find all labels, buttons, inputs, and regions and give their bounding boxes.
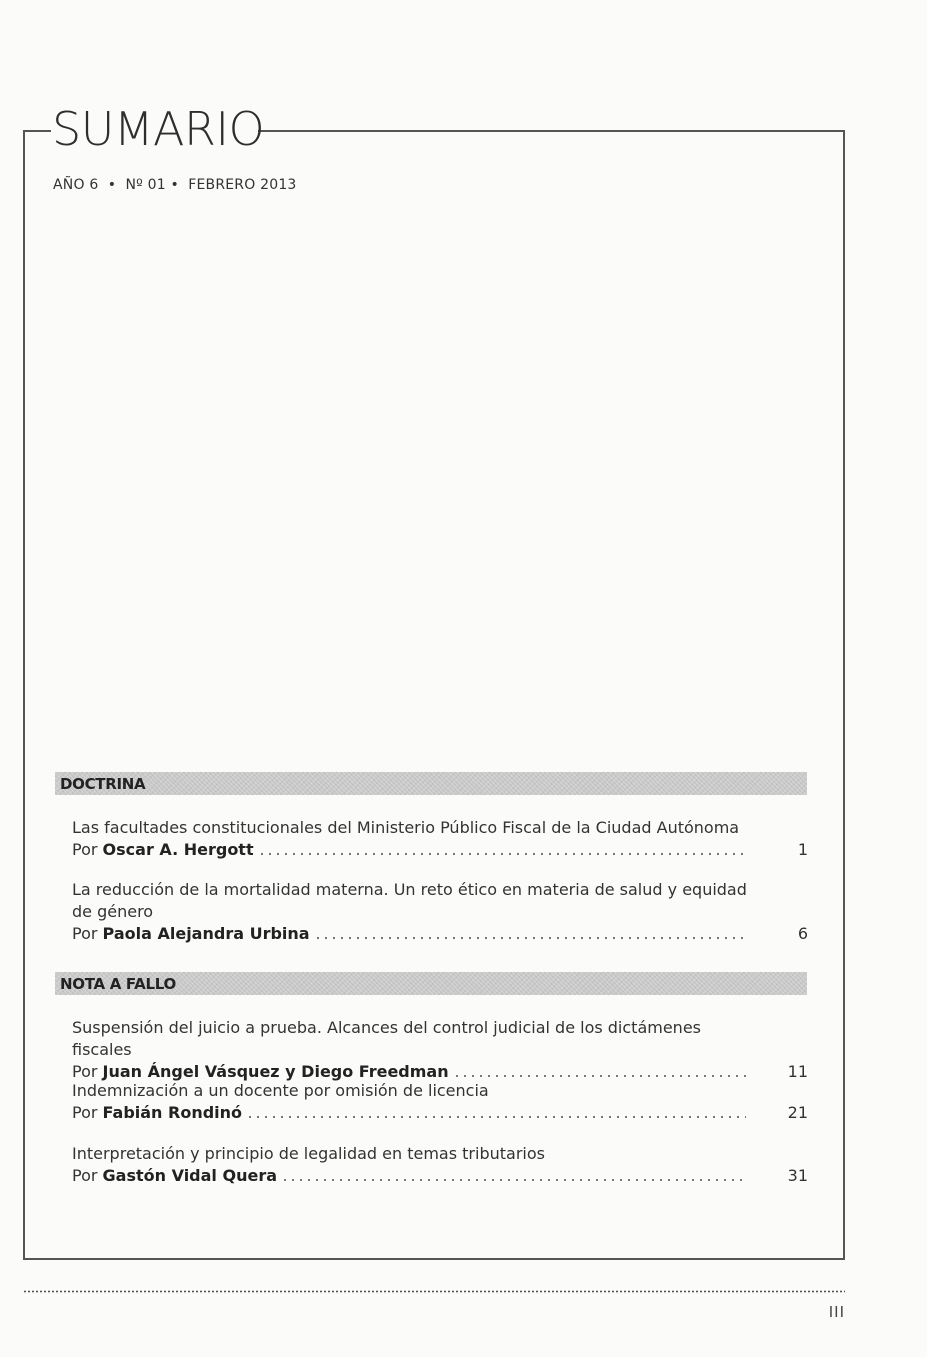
entry-page-number: 11: [787, 1062, 808, 1081]
toc-entry[interactable]: [72, 879, 808, 945]
by-label: Por: [72, 924, 103, 943]
dot-leader: [281, 1178, 746, 1182]
issue-line: AÑO 6 • Nº 01 • FEBRERO 2013: [53, 177, 297, 193]
toc-entry[interactable]: [72, 1080, 808, 1124]
entry-page-number: 31: [787, 1166, 808, 1185]
page-title: SUMARIO: [52, 102, 265, 156]
entry-byline: [72, 1165, 808, 1187]
entry-page-number: 1: [797, 840, 808, 859]
entry-title: La reducción de la mortalidad materna. Un reto ético en materia de salud y equidad de género: [72, 880, 747, 921]
entry-author: Paola Alejandra Urbina: [102, 924, 310, 943]
entry-author: Fabián Rondinó: [102, 1103, 243, 1122]
dot-leader: [246, 1115, 746, 1119]
entry-title: Suspensión del juicio a prueba. Alcances del control judicial de los dictámenes fiscales: [72, 1018, 701, 1059]
by-label: Por: [72, 1062, 103, 1081]
toc-entry[interactable]: [72, 1143, 808, 1187]
dot-leader: [453, 1074, 746, 1078]
entry-author: Oscar A. Hergott: [102, 840, 254, 859]
entry-title: Las facultades constitucionales del Ministerio Público Fiscal de la Ciudad Autónoma: [72, 818, 740, 837]
toc-entry[interactable]: [72, 1017, 808, 1083]
section-label: DOCTRINA: [60, 775, 146, 793]
by-label: Por: [72, 1166, 103, 1185]
entry-title: Interpretación y principio de legalidad en temas tributarios: [72, 1144, 545, 1163]
entry-byline: [72, 1102, 808, 1124]
footer-dotted-rule: [23, 1290, 845, 1293]
entry-page-number: 21: [787, 1103, 808, 1122]
folio: III: [828, 1303, 845, 1321]
toc-entry[interactable]: [72, 817, 808, 861]
section-label: NOTA A FALLO: [60, 975, 176, 993]
entry-page-number: 6: [797, 924, 808, 943]
dot-leader: [258, 852, 746, 856]
section-header-nota-a-fallo: [55, 972, 807, 995]
entry-author: Juan Ángel Vásquez y Diego Freedman: [102, 1062, 449, 1081]
entry-byline: [72, 839, 808, 861]
by-label: Por: [72, 1103, 103, 1122]
entry-author: Gastón Vidal Quera: [102, 1166, 278, 1185]
by-label: Por: [72, 840, 103, 859]
section-header-doctrina: [55, 772, 807, 795]
entry-byline: [72, 923, 808, 945]
entry-title: Indemnización a un docente por omisión de licencia: [72, 1081, 489, 1100]
dot-leader: [314, 936, 746, 940]
